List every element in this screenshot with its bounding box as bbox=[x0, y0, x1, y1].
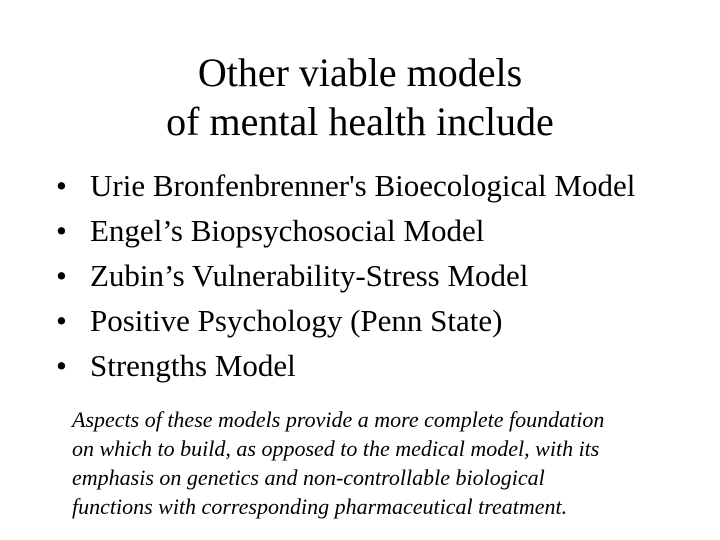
bullet-list bbox=[50, 163, 690, 388]
bullet-text: Engel’s Biopsychosocial Model bbox=[90, 213, 485, 248]
bullet-icon: • bbox=[56, 168, 67, 203]
title-line-1: Other viable models bbox=[197, 50, 523, 95]
bullet-item bbox=[50, 298, 690, 343]
bullet-item bbox=[50, 253, 690, 298]
bullet-icon: • bbox=[56, 303, 67, 338]
bullet-text: Strengths Model bbox=[90, 348, 296, 383]
title-line-2: of mental health include bbox=[166, 99, 554, 144]
footnote-line-2: on which to build, as opposed to the medical model, with its bbox=[72, 436, 600, 461]
footnote-paragraph bbox=[72, 405, 672, 521]
footnote-line-3: emphasis on genetics and non-controllable biological bbox=[72, 465, 545, 490]
bullet-text: Zubin’s Vulnerability-Stress Model bbox=[90, 258, 529, 293]
bullet-icon: • bbox=[56, 258, 67, 293]
slide-title bbox=[0, 48, 720, 146]
footnote-line-1: Aspects of these models provide a more complete foundation bbox=[72, 407, 605, 432]
bullet-item bbox=[50, 343, 690, 388]
bullet-icon: • bbox=[56, 348, 67, 383]
bullet-text: Urie Bronfenbrenner's Bioecological Model bbox=[90, 168, 636, 203]
bullet-icon: • bbox=[56, 213, 67, 248]
bullet-item bbox=[50, 208, 690, 253]
bullet-text: Positive Psychology (Penn State) bbox=[90, 303, 503, 338]
footnote-line-4: functions with corresponding pharmaceutical treatment. bbox=[72, 494, 568, 519]
bullet-item bbox=[50, 163, 690, 208]
